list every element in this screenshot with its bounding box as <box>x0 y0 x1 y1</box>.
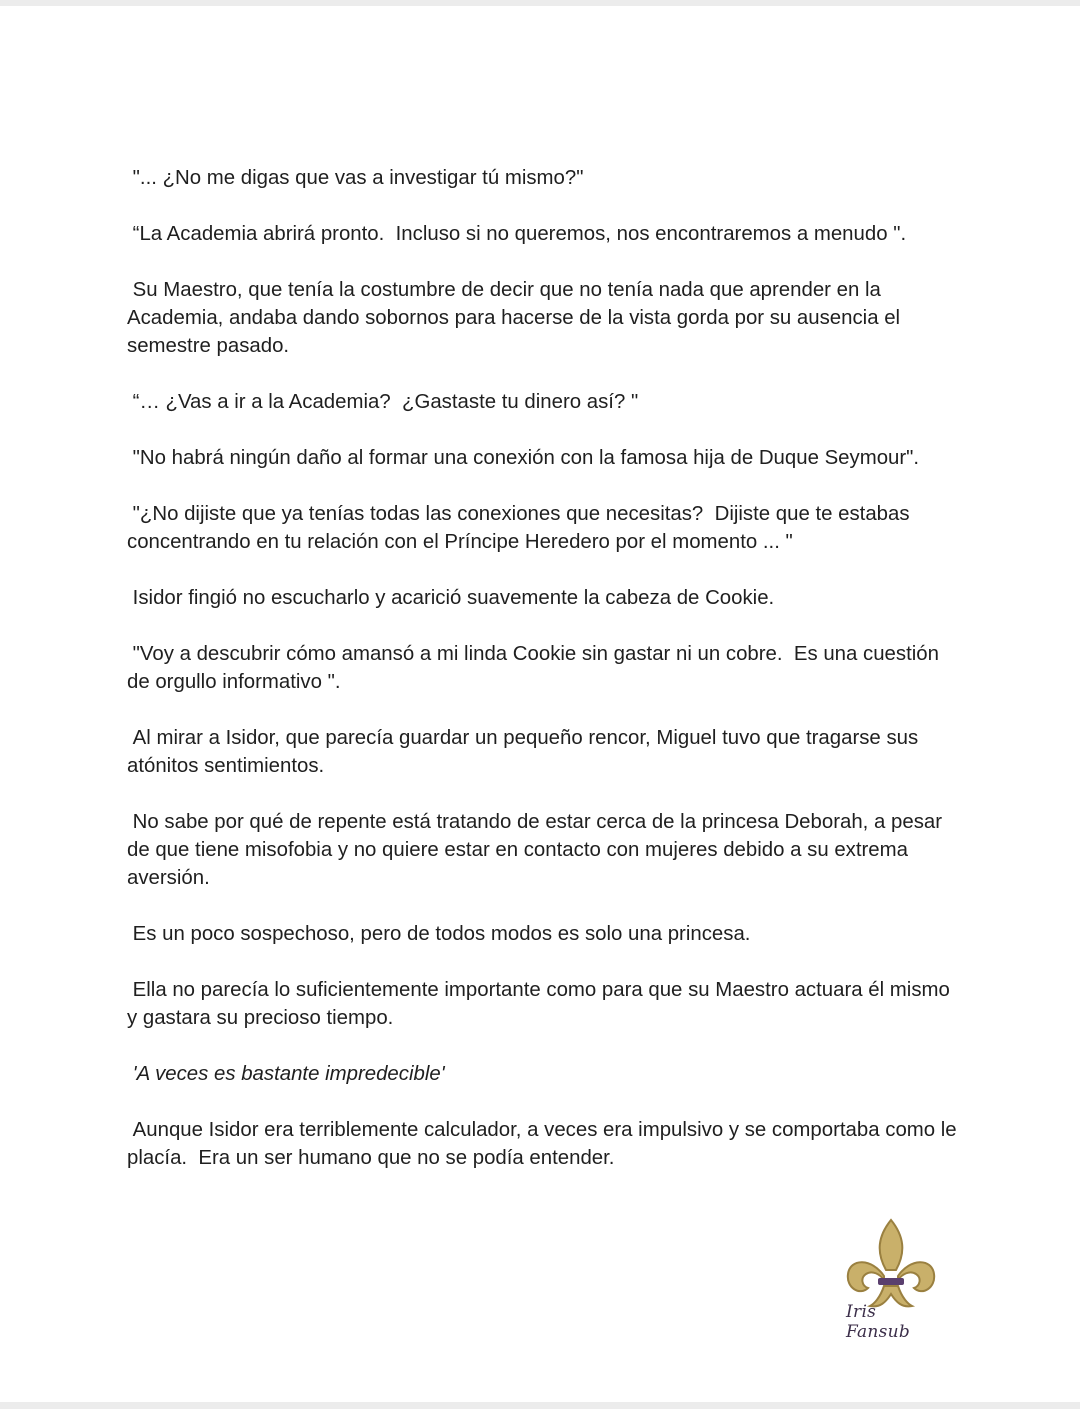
paragraph: 'A veces es bastante impredecible' <box>127 1063 445 1085</box>
paragraph: Al mirar a Isidor, que parecía guardar un pequeño rencor, Miguel tuvo que tragarse sus atónitos sentimientos. <box>127 727 924 777</box>
paragraph: Su Maestro, que tenía la costumbre de decir que no tenía nada que aprender en la Academia, andaba dando sobornos para hacerse de la vista gorda por su ausencia el semestre pasado. <box>127 279 906 357</box>
paragraph: “… ¿Vas a ir a la Academia? ¿Gastaste tu dinero así? " <box>127 391 639 413</box>
paragraph: Es un poco sospechoso, pero de todos modos es solo una princesa. <box>127 923 751 945</box>
paragraph: "... ¿No me digas que vas a investigar tú mismo?" <box>127 167 584 189</box>
paragraph: "¿No dijiste que ya tenías todas las conexiones que necesitas? Dijiste que te estabas concentrando en tu relación con el Príncipe Heredero por el momento ... " <box>127 503 916 553</box>
paragraph: "Voy a descubrir cómo amansó a mi linda Cookie sin gastar ni un cobre. Es una cuestión de orgullo informativo ". <box>127 643 945 693</box>
paragraph: "No habrá ningún daño al formar una conexión con la famosa hija de Duque Seymour". <box>127 447 920 469</box>
document-page <box>0 6 1080 1402</box>
paragraph: Isidor fingió no escucharlo y acarició suavemente la cabeza de Cookie. <box>127 587 775 609</box>
logo-text: Iris Fansub <box>846 1302 911 1342</box>
paragraph: Aunque Isidor era terriblemente calculador, a veces era impulsivo y se comportaba como le placía. Era un ser humano que no se podía entender. <box>127 1119 963 1169</box>
paragraph: No sabe por qué de repente está tratando de estar cerca de la princesa Deborah, a pesar de que tiene misofobia y no quiere estar en contacto con mujeres debido a su extrema aversión. <box>127 811 948 889</box>
document-body <box>127 164 963 1200</box>
paragraph: “La Academia abrirá pronto. Incluso si no queremos, nos encontraremos a menudo ". <box>127 223 907 245</box>
paragraph: Ella no parecía lo suficientemente importante como para que su Maestro actuara él mismo y gastara su precioso tiempo. <box>127 979 956 1029</box>
